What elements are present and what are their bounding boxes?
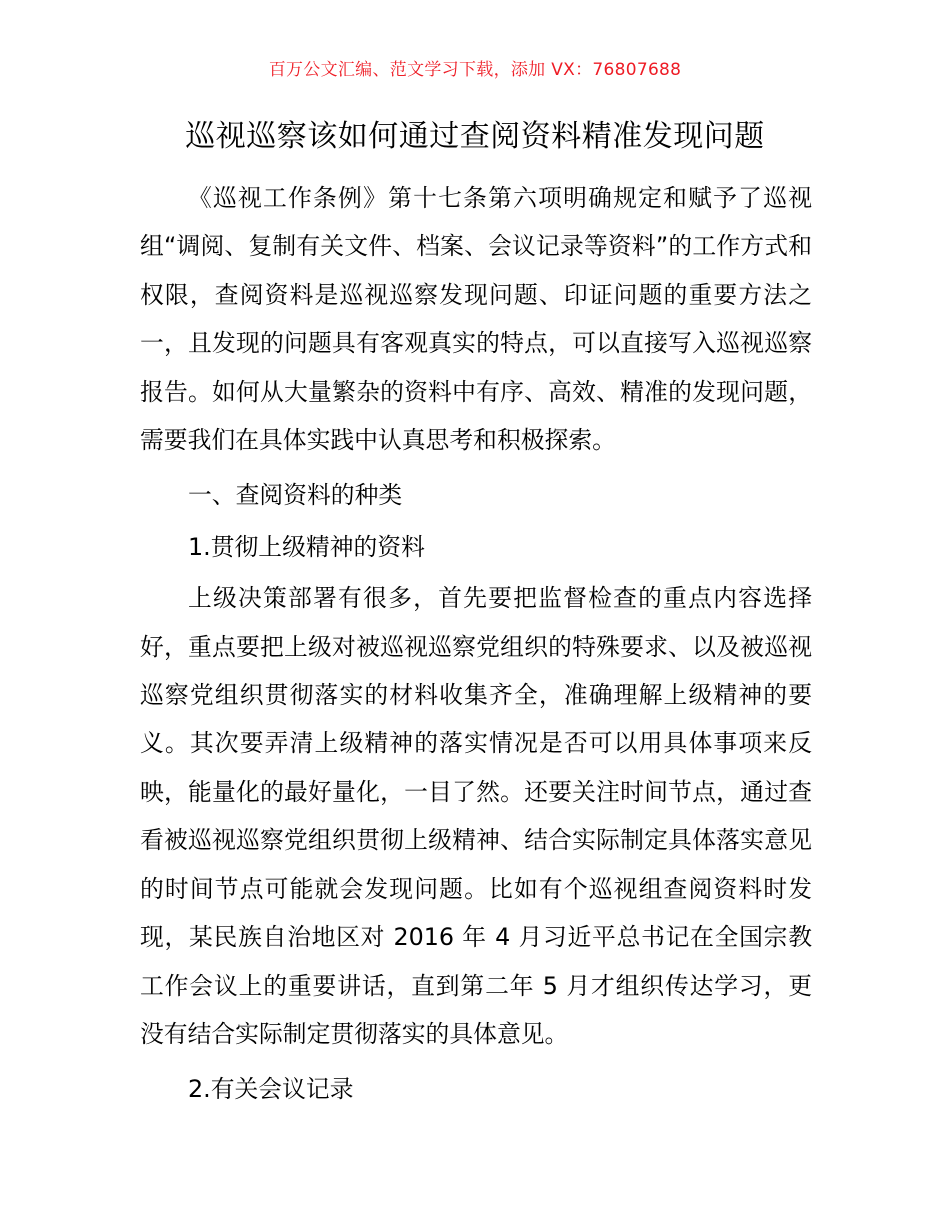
subsection-heading-2: 2.有关会议记录 — [188, 1075, 354, 1104]
document-body — [140, 174, 812, 1114]
subsection-heading-1: 1.贯彻上级精神的资料 — [188, 532, 425, 561]
subsection-1-paragraph: 上级决策部署有很多，首先要把监督检查的重点内容选择好，重点要把上级对被巡视巡察党组织的特殊要求、以及被巡视巡察党组织贯彻落实的材料收集齐全，准确理解上级精神的要义。其次要弄清上级精神的落实情况是否可以用具体事项来反映，能量化的最好量化，一目了然。还要关注时间节点，通过查看被巡视巡察党组织贯彻上级精神、结合实际制定具体落实意见的时间节点可能就会发现问题。比如有个巡视组查阅资料时发现，某民族自治地区对 2016 年 4 月习近平总书记在全国宗教工作会议上的重要讲话，直到第二年 5 月才组织传达学习，更没有结合实际制定贯彻落实的具体意见。 — [140, 584, 812, 1048]
promo-header: 百万公文汇编、范文学习下载，添加 VX：76807688 — [268, 60, 682, 80]
section-heading-1: 一、查阅资料的种类 — [188, 481, 403, 510]
intro-paragraph: 《巡视工作条例》第十七条第六项明确规定和赋予了巡视组“调阅、复制有关文件、档案、会议记录等资料”的工作方式和权限，查阅资料是巡视巡察发现问题、印证问题的重要方法之一，且发现的问题具有客观真实的特点，可以直接写入巡视巡察报告。如何从大量繁杂的资料中有序、高效、精准的发现问题，需要我们在具体实践中认真思考和积极探索。 — [140, 184, 812, 455]
document-title: 巡视巡察该如何通过查阅资料精准发现问题 — [185, 119, 765, 154]
